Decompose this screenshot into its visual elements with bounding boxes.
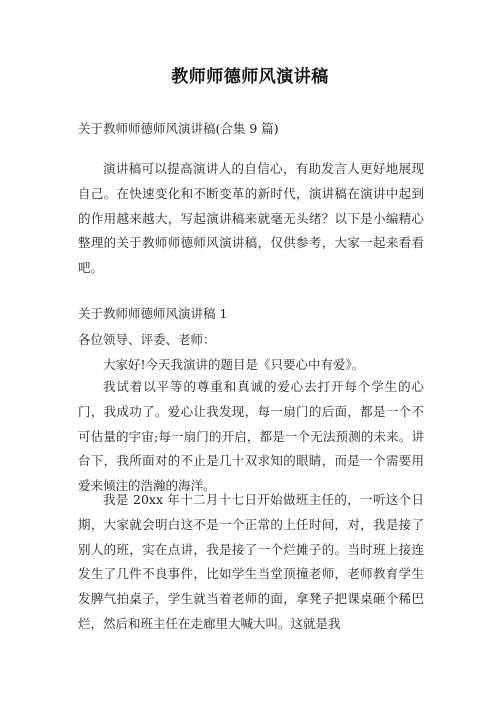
section-heading: 关于教师师德师风演讲稿 1 [78, 306, 228, 321]
salutation: 各位领导、评委、老师： [78, 332, 216, 347]
body-paragraph-2: 我是 20xx 年十二月十七日开始做班主任的，一听这个日期，大家就会明白这不是一个正常的上任时间，对，我是接了别人的班，实在点讲，我是接了一个烂摊子的。当时班上接连发生了几件不良事件，比如学生当堂顶撞老师，老师教育学生发脾气拍桌子，学生就当着老师的面，拿凳子把课桌砸个稀巴烂，然后和班主任在走廊里大喊大叫。这就是我 [78, 492, 424, 631]
document-subtitle: 关于教师师德师风演讲稿(合集 9 篇) [78, 121, 279, 136]
document-title: 教师师德师风演讲稿 [171, 67, 329, 87]
body-paragraph-1: 我试着以平等的尊重和真诚的爱心去打开每个学生的心门，我成功了。爱心让我发现，每一扇门的后面，都是一个不可估量的宇宙;每一扇门的开启，都是一个无法预测的未来。讲台下，我所面对的不止是几十双求知的眼睛，而是一个需要用爱来倾注的浩瀚的海洋。 [78, 379, 424, 494]
intro-paragraph: 演讲稿可以提高演讲人的自信心，有助发言人更好地展现自己。在快速变化和不断变革的新时代，演讲稿在演讲中起到的作用越来越大，写起演讲稿来就毫无头绪？以下是小编精心整理的关于教师师德师风演讲稿，仅供参考，大家一起来看看吧。 [78, 161, 424, 276]
greeting: 大家好!今天我演讲的题目是《只要心中有爱》。 [103, 357, 365, 372]
